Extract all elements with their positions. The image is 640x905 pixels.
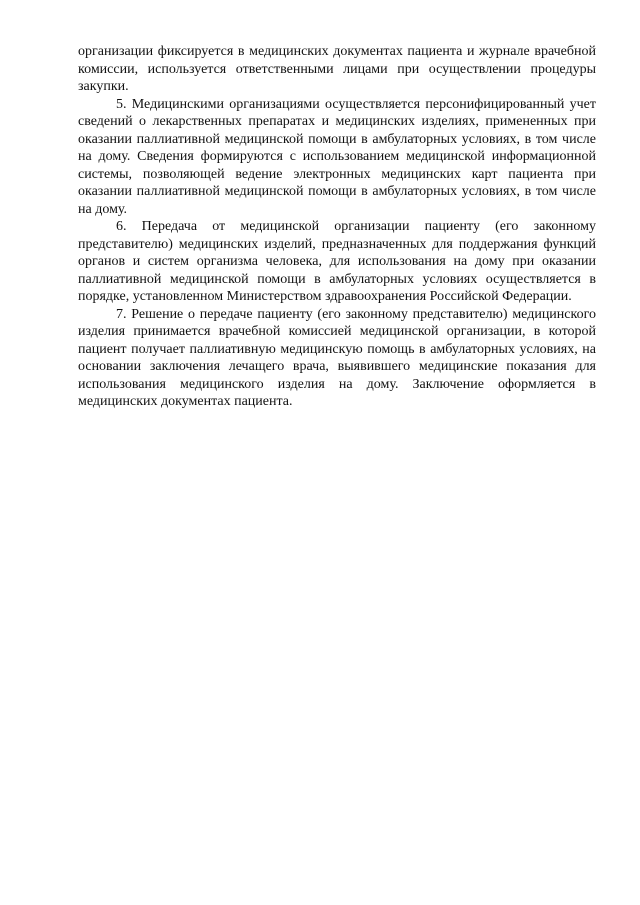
document-body <box>78 43 596 411</box>
paragraph-7: 7. Решение о передаче пациенту (его законному представителю) медицинского изделия принимается врачебной комиссией медицинской организации, в которой пациент получает паллиативную медицинскую помощь в амбулаторных условиях, на основании заключения лечащего врача, выявившего медицинские показания для использования медицинского изделия на дому. Заключение оформляется в медицинских документах пациента. <box>78 306 596 409</box>
paragraph-continuation: организации фиксируется в медицинских документах пациента и журнале врачебной комиссии, используется ответственными лицами при осуществлении процедуры закупки. <box>78 44 596 94</box>
paragraph-5: 5. Медицинскими организациями осуществляется персонифицированный учет сведений о лекарственных препаратах и медицинских изделиях, примененных при оказании паллиативной медицинской помощи в амбулаторных условиях, в том числе на дому. Сведения формируются с использованием медицинской информационной системы, позволяющей ведение электронных медицинских карт пациента при оказании паллиативной медицинской помощи в амбулаторных условиях, в том числе на дому. <box>78 96 596 217</box>
paragraph-6: 6. Передача от медицинской организации пациенту (его законному представителю) медицинских изделий, предназначенных для поддержания функций органов и систем организма человека, для использования на дому при оказании паллиативной медицинской помощи в амбулаторных условиях осуществляется в порядке, установленном Министерством здравоохранения Российской Федерации. <box>78 219 596 304</box>
